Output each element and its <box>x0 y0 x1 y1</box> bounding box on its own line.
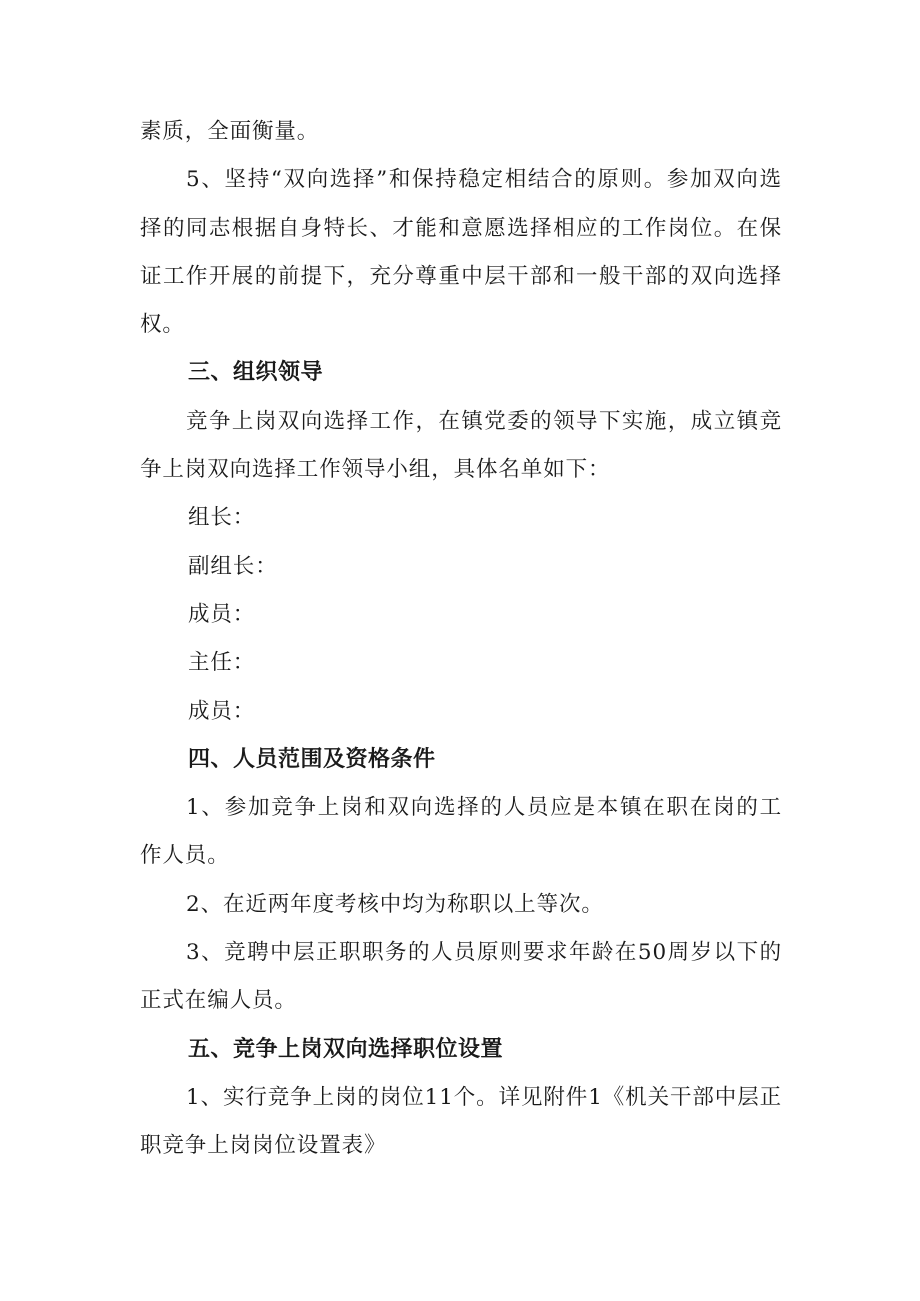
principle-5-paragraph: 5、坚持“双向选择”和保持稳定相结合的原则。参加双向选择的同志根据自身特长、才能和意愿选择相应的工作岗位。在保证工作开展的前提下，充分尊重中层干部和一般干部的双向选择权。 <box>140 167 782 338</box>
member-label: 成员： <box>188 601 256 627</box>
director-label: 主任： <box>188 650 256 676</box>
section-4-heading: 四、人员范围及资格条件 <box>188 746 436 772</box>
leadership-paragraph: 竞争上岗双向选择工作，在镇党委的领导下实施，成立镇竞争上岗双向选择工作领导小组，具体名单如下： <box>140 408 782 483</box>
eligibility-1-paragraph: 1、参加竞争上岗和双向选择的人员应是本镇在职在岗的工作人员。 <box>140 795 782 869</box>
section-5-heading: 五、竞争上岗双向选择职位设置 <box>188 1036 504 1062</box>
leader-label: 组长： <box>188 505 256 531</box>
section-3-heading: 三、组织领导 <box>188 360 324 386</box>
member-label-2: 成员： <box>188 698 256 724</box>
eligibility-3-paragraph: 3、竞聘中层正职职务的人员原则要求年龄在50周岁以下的正式在编人员。 <box>140 940 782 1014</box>
positions-1-paragraph: 1、实行竞争上岗的岗位11个。详见附件1《机关干部中层正职竞争上岗岗位设置表》 <box>140 1084 782 1159</box>
continuation-text: 素质，全面衡量。 <box>140 119 320 144</box>
document-page <box>140 108 782 1171</box>
eligibility-2-paragraph: 2、在近两年度考核中均为称职以上等次。 <box>186 891 604 917</box>
deputy-leader-label: 副组长： <box>188 553 278 579</box>
